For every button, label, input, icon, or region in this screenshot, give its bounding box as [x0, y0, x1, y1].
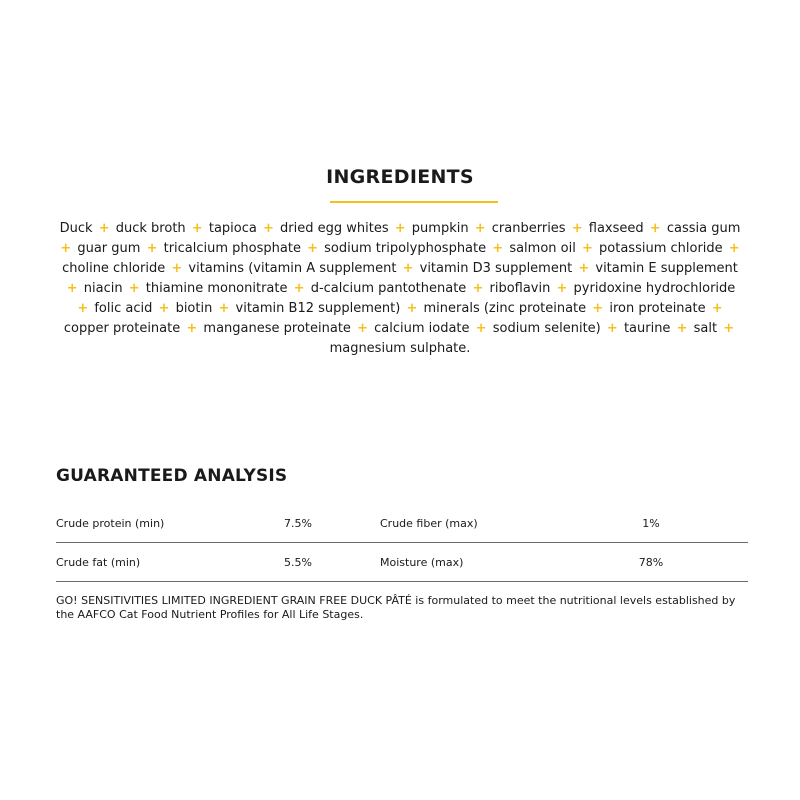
plus-separator-icon: + [171, 261, 183, 276]
plus-separator-icon: + [406, 301, 418, 316]
ingredients-list [56, 219, 744, 359]
ingredient-item: taurine [623, 321, 671, 336]
plus-separator-icon: + [606, 321, 618, 336]
ingredient-item: cranberries [491, 221, 566, 236]
ingredient-item: minerals (zinc proteinate [423, 301, 587, 316]
plus-separator-icon: + [474, 221, 486, 236]
table-row [56, 504, 748, 543]
analysis-label: Crude fat (min) [56, 556, 141, 569]
plus-separator-icon: + [128, 281, 140, 296]
plus-separator-icon: + [60, 241, 72, 256]
analysis-value: 1% [642, 517, 660, 530]
ingredient-item: niacin [83, 281, 123, 296]
ingredient-item: riboflavin [489, 281, 551, 296]
ingredient-item: cassia gum [666, 221, 741, 236]
guaranteed-analysis-title: GUARANTEED ANALYSIS [56, 466, 288, 486]
plus-separator-icon: + [357, 321, 368, 336]
plus-separator-icon: + [394, 221, 406, 236]
ingredient-item: biotin [175, 301, 213, 316]
analysis-value: 78% [638, 556, 664, 569]
ingredient-item: vitamin E supplement [595, 261, 738, 276]
plus-separator-icon: + [77, 301, 89, 316]
ingredient-item: potassium chloride [599, 241, 723, 256]
ingredient-item: guar gum [77, 241, 141, 256]
plus-separator-icon: + [578, 261, 590, 276]
ingredient-item: salt [693, 321, 718, 336]
plus-separator-icon: + [146, 241, 158, 256]
plus-separator-icon: + [66, 281, 78, 296]
plus-separator-icon: + [186, 321, 198, 336]
plus-separator-icon: + [728, 241, 740, 256]
plus-separator-icon: + [191, 221, 203, 236]
analysis-value: 5.5% [284, 556, 312, 569]
ingredient-item: thiamine mononitrate [145, 281, 288, 296]
ingredient-item: choline chloride [62, 261, 166, 276]
plus-separator-icon: + [262, 221, 274, 236]
plus-separator-icon: + [98, 221, 110, 236]
analysis-table [56, 504, 748, 582]
plus-separator-icon: + [649, 221, 661, 236]
plus-separator-icon: + [492, 241, 504, 256]
plus-separator-icon: + [475, 321, 487, 336]
ingredient-item: Duck [59, 221, 93, 236]
plus-separator-icon: + [158, 301, 170, 316]
plus-separator-icon: + [676, 321, 688, 336]
ingredient-item: dried egg whites [280, 221, 389, 236]
ingredient-item: vitamin B12 supplement) [235, 301, 401, 316]
plus-separator-icon: + [307, 241, 319, 256]
plus-separator-icon: + [218, 301, 230, 316]
ingredient-item: vitamin D3 supplement [419, 261, 573, 276]
plus-separator-icon: + [293, 281, 305, 296]
plus-separator-icon: + [581, 241, 593, 256]
ingredient-item: sodium selenite) [492, 321, 601, 336]
ingredients-title: INGREDIENTS [326, 166, 474, 188]
analysis-label: Crude fiber (max) [380, 517, 478, 530]
plus-separator-icon: + [592, 301, 604, 316]
ingredient-item: magnesium sulphate. [329, 341, 471, 356]
ingredient-item: manganese proteinate [203, 321, 351, 336]
table-row [56, 543, 748, 582]
ingredient-item: salmon oil [509, 241, 576, 256]
ingredient-item: d-calcium pantothenate [310, 281, 467, 296]
ingredient-item: sodium tripolyphosphate [324, 241, 487, 256]
ingredient-item: tapioca [208, 221, 257, 236]
analysis-value: 7.5% [284, 517, 312, 530]
plus-separator-icon: + [571, 221, 583, 236]
plus-separator-icon: + [402, 261, 414, 276]
analysis-label: Moisture (max) [380, 556, 464, 569]
ingredient-item: pyridoxine hydrochloride [573, 281, 736, 296]
plus-separator-icon: + [723, 321, 735, 336]
ingredient-item: flaxseed [588, 221, 644, 236]
ingredient-item: iron proteinate [609, 301, 706, 316]
ingredients-underline [330, 201, 498, 203]
plus-separator-icon: + [472, 281, 484, 296]
ingredient-item: duck broth [115, 221, 186, 236]
ingredient-item: calcium iodate [374, 321, 470, 336]
ingredient-item: tricalcium phosphate [163, 241, 301, 256]
ingredient-item: copper proteinate [63, 321, 181, 336]
plus-separator-icon: + [711, 301, 723, 316]
analysis-label: Crude protein (min) [56, 517, 165, 530]
ingredient-item: pumpkin [411, 221, 469, 236]
aafco-statement: GO! SENSITIVITIES LIMITED INGREDIENT GRAIN FREE DUCK PÂTÉ is formulated to meet the nutritional levels established by the AAFCO Cat Food Nutrient Profiles for All Life Stages. [56, 594, 736, 621]
ingredient-item: vitamins (vitamin A supplement [188, 261, 397, 276]
plus-separator-icon: + [556, 281, 568, 296]
ingredient-item: folic acid [94, 301, 153, 316]
